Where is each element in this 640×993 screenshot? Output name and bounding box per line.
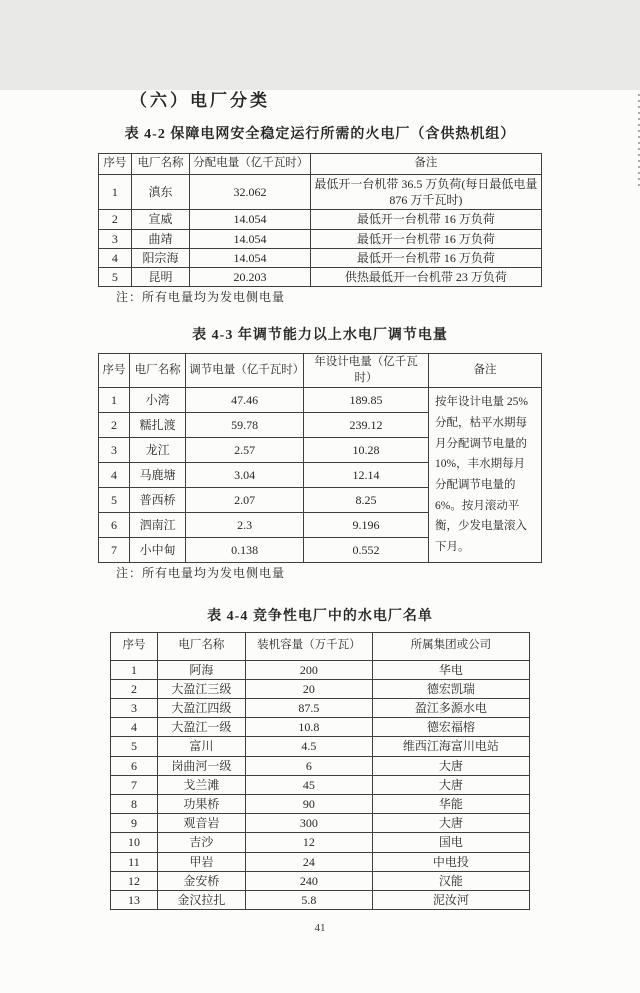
table-cell: 10.28 (304, 438, 429, 463)
column-header: 电厂名称 (130, 354, 186, 388)
table-4-2-block (98, 126, 542, 305)
table-cell: 阿海 (157, 660, 245, 679)
table-row (99, 388, 542, 413)
table-cell: 戈兰滩 (157, 775, 245, 794)
table-row (99, 229, 542, 248)
table-4-2-note: 注：所有电量均为发电侧电量 (116, 290, 286, 305)
table-cell: 45 (245, 775, 372, 794)
table-cell: 最低开一台机带 16 万负荷 (310, 248, 541, 267)
table-cell: 1 (111, 660, 158, 679)
table-row (111, 718, 530, 737)
table-cell: 泗南江 (130, 512, 186, 537)
table-cell: 龙江 (130, 438, 186, 463)
table-4-4-competitive-hydro (110, 632, 530, 910)
table-cell: 大唐 (372, 756, 529, 775)
table-cell: 大盈江一级 (157, 718, 245, 737)
column-header: 序号 (111, 632, 158, 660)
table-row (99, 248, 542, 267)
table-4-3-block (98, 327, 542, 581)
table-cell: 20 (245, 679, 372, 698)
table-row (111, 852, 530, 871)
table-cell: 90 (245, 794, 372, 813)
table-4-2-caption: 表 4-2 保障电网安全稳定运行所需的火电厂（含供热机组） (124, 127, 516, 142)
table-cell: 1 (99, 175, 132, 210)
table-cell: 240 (245, 871, 372, 890)
table-row (111, 679, 530, 698)
column-header: 所属集团或公司 (372, 632, 529, 660)
table-cell: 2.57 (186, 438, 304, 463)
table-cell: 中电投 (372, 852, 529, 871)
table-cell: 5.8 (245, 890, 372, 909)
table-cell: 8.25 (304, 487, 429, 512)
table-cell: 阳宗海 (131, 248, 189, 267)
table-cell: 盈江多源水电 (372, 699, 529, 718)
table-cell: 5 (99, 267, 132, 286)
table-row (99, 175, 542, 210)
table-cell: 32.062 (190, 175, 310, 210)
table-cell: 昆明 (131, 267, 189, 286)
table-cell: 10 (111, 833, 158, 852)
table-cell: 大盈江四级 (157, 699, 245, 718)
table-cell: 12.14 (304, 462, 429, 487)
table-row (111, 737, 530, 756)
table-cell: 岗曲河一级 (157, 756, 245, 775)
table-4-4-block (110, 608, 530, 910)
header-row (99, 154, 542, 175)
table-cell: 14.054 (190, 229, 310, 248)
table-cell: 国电 (372, 833, 529, 852)
table-row (111, 871, 530, 890)
table-cell: 14.054 (190, 248, 310, 267)
table-cell: 4.5 (245, 737, 372, 756)
table-cell: 大盈江三级 (157, 679, 245, 698)
table-cell: 曲靖 (131, 229, 189, 248)
table-cell: 富川 (157, 737, 245, 756)
column-header: 电厂名称 (131, 154, 189, 175)
table-cell: 金安桥 (157, 871, 245, 890)
column-header: 序号 (99, 154, 132, 175)
table-cell: 10.8 (245, 718, 372, 737)
table-cell: 6 (245, 756, 372, 775)
table-cell: 3 (99, 438, 130, 463)
table-cell: 华能 (372, 794, 529, 813)
table-4-3-caption: 表 4-3 年调节能力以上水电厂调节电量 (192, 328, 448, 344)
table-cell: 最低开一台机带 16 万负荷 (310, 229, 541, 248)
document-page (0, 90, 640, 993)
table-cell: 普西桥 (130, 487, 186, 512)
table-cell: 9.196 (304, 512, 429, 537)
table-cell: 2.3 (186, 512, 304, 537)
table-4-4-caption: 表 4-4 竞争性电厂中的水电厂名单 (207, 608, 433, 624)
table-cell: 华电 (372, 660, 529, 679)
table-cell: 小湾 (130, 388, 186, 413)
table-cell: 300 (245, 814, 372, 833)
table-cell: 糯扎渡 (130, 413, 186, 438)
table-cell: 维西江海富川电站 (372, 737, 529, 756)
column-header: 分配电量（亿千瓦时） (190, 154, 310, 175)
column-header: 调节电量（亿千瓦时） (186, 354, 304, 388)
table-cell: 观音岩 (157, 814, 245, 833)
table-cell: 2 (111, 679, 158, 698)
table-cell: 14.054 (190, 210, 310, 229)
table-cell: 24 (245, 852, 372, 871)
table-cell: 3 (99, 229, 132, 248)
table-cell: 2 (99, 413, 130, 438)
table-cell: 汉能 (372, 871, 529, 890)
table-cell: 最低开一台机带 16 万负荷 (310, 210, 541, 229)
table-cell: 甲岩 (157, 852, 245, 871)
table-cell: 小中甸 (130, 537, 186, 562)
table-cell: 德宏福榕 (372, 718, 529, 737)
table-row (111, 833, 530, 852)
table-cell: 59.78 (186, 413, 304, 438)
table-cell: 滇东 (131, 175, 189, 210)
table-cell: 2 (99, 210, 132, 229)
table-cell: 6 (111, 756, 158, 775)
table-cell: 大唐 (372, 775, 529, 794)
table-row (111, 775, 530, 794)
table-cell: 大唐 (372, 814, 529, 833)
table-cell: 吉沙 (157, 833, 245, 852)
table-cell: 0.552 (304, 537, 429, 562)
table-row (111, 814, 530, 833)
table-cell: 宣威 (131, 210, 189, 229)
table-cell: 4 (99, 462, 130, 487)
table-cell: 9 (111, 814, 158, 833)
column-header: 装机容量（万千瓦） (245, 632, 372, 660)
table-cell: 47.46 (186, 388, 304, 413)
column-header: 年设计电量（亿千瓦时） (304, 354, 429, 388)
table-cell: 0.138 (186, 537, 304, 562)
table-cell: 189.85 (304, 388, 429, 413)
table-cell: 12 (245, 833, 372, 852)
table-row (111, 794, 530, 813)
table-cell: 5 (111, 737, 158, 756)
table-cell: 3.04 (186, 462, 304, 487)
header-row (99, 354, 542, 388)
page-number: 41 (314, 922, 326, 935)
table-cell: 2.07 (186, 487, 304, 512)
table-cell: 7 (111, 775, 158, 794)
table-cell: 8 (111, 794, 158, 813)
table-cell: 1 (99, 388, 130, 413)
table-cell: 200 (245, 660, 372, 679)
table-row (99, 210, 542, 229)
table-cell: 12 (111, 871, 158, 890)
table-cell: 供热最低开一台机带 23 万负荷 (310, 267, 541, 286)
table-cell: 马鹿塘 (130, 462, 186, 487)
table-cell: 4 (111, 718, 158, 737)
table-cell: 德宏凯瑞 (372, 679, 529, 698)
table-row (111, 756, 530, 775)
table-4-3-note: 注：所有电量均为发电侧电量 (116, 565, 286, 580)
table-cell: 13 (111, 890, 158, 909)
table-cell: 金汉拉扎 (157, 890, 245, 909)
table-cell: 4 (99, 248, 132, 267)
header-row (111, 632, 530, 660)
table-cell: 20.203 (190, 267, 310, 286)
table-row (99, 267, 542, 286)
table-cell: 3 (111, 699, 158, 718)
column-header: 电厂名称 (157, 632, 245, 660)
table-cell: 最低开一台机带 36.5 万负荷(每日最低电量 876 万千瓦时) (310, 175, 541, 210)
table-row (111, 660, 530, 679)
table-cell: 239.12 (304, 413, 429, 438)
column-header: 序号 (99, 354, 130, 388)
column-header: 备注 (310, 154, 541, 175)
table-row (111, 699, 530, 718)
table-cell: 87.5 (245, 699, 372, 718)
table-cell: 11 (111, 852, 158, 871)
merged-remark-cell: 按年设计电量 25%分配，枯平水期每月分配调节电量的 10%，丰水期每月分配调节电量的 6%。按月滚动平衡，少发电量滚入下月。 (429, 388, 542, 563)
table-4-3-hydro-regulation (98, 353, 542, 563)
table-cell: 7 (99, 537, 130, 562)
table-4-2-thermal-plants (98, 153, 542, 287)
table-cell: 5 (99, 487, 130, 512)
section-heading: （六）电厂分类 (130, 91, 270, 110)
table-cell: 泥汝河 (372, 890, 529, 909)
table-cell: 6 (99, 512, 130, 537)
table-row (111, 890, 530, 909)
table-cell: 功果桥 (157, 794, 245, 813)
column-header: 备注 (429, 354, 542, 388)
